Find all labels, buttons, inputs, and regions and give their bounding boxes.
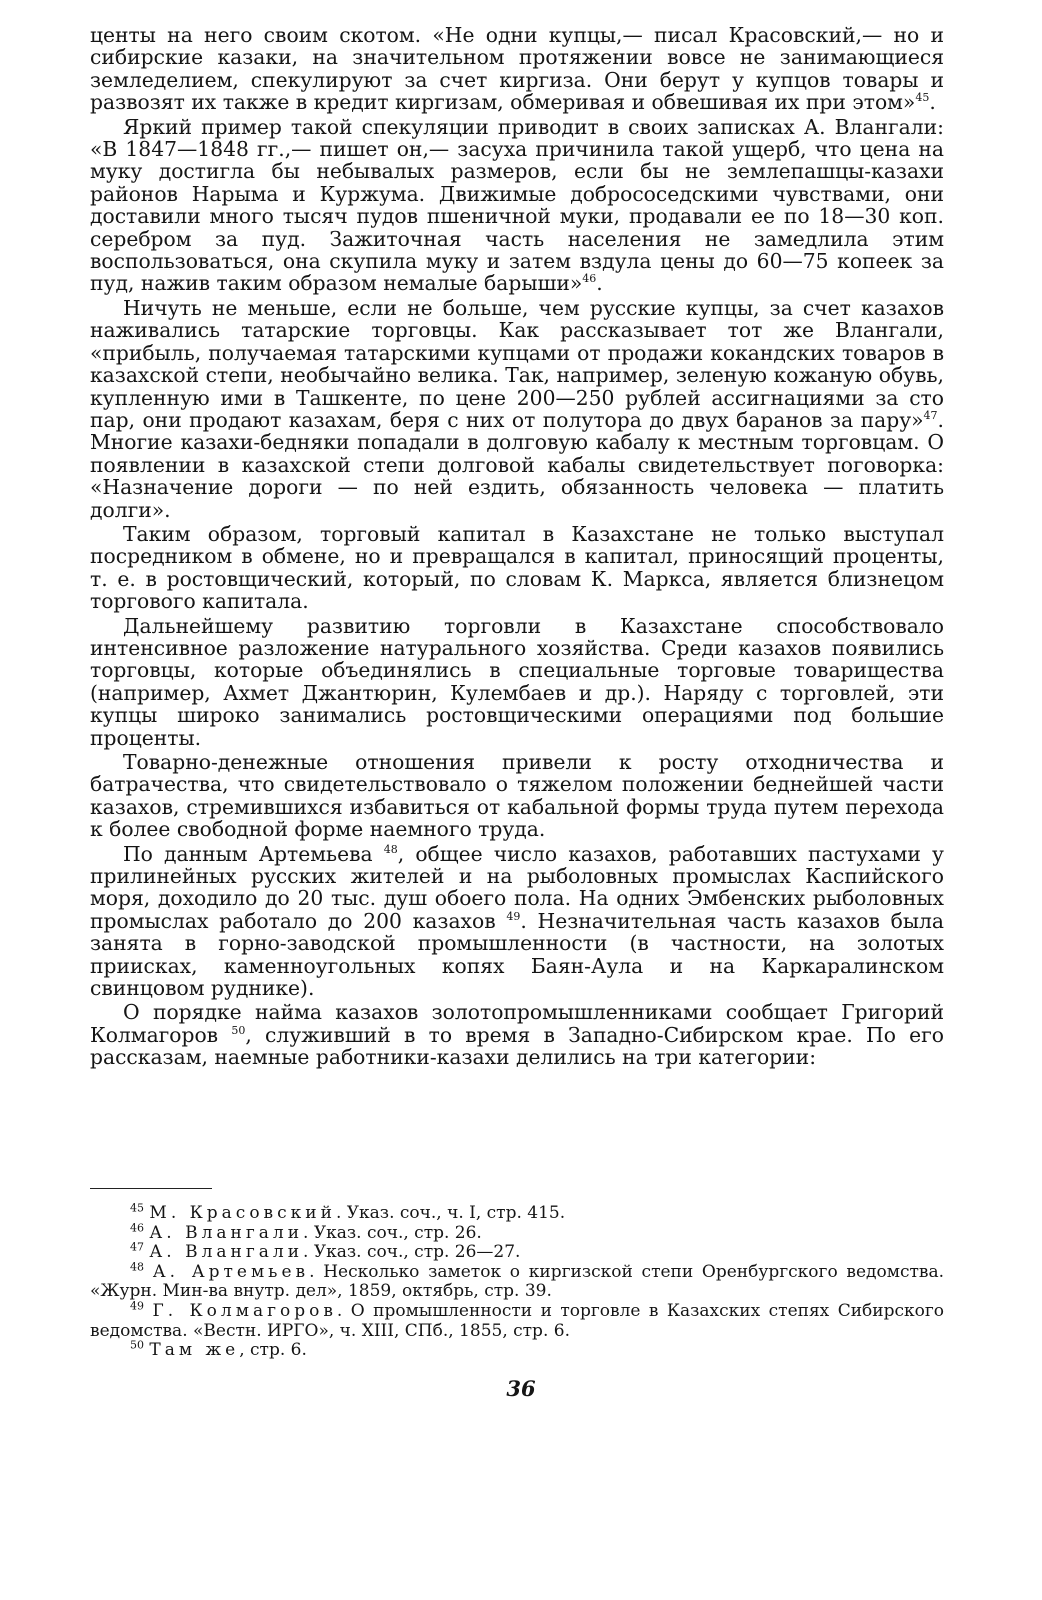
footnote-number: 45: [130, 1201, 144, 1215]
footnote-reference: 45: [915, 91, 930, 105]
footnote-reference: 49: [506, 910, 521, 924]
footnote-number: 47: [130, 1240, 144, 1254]
footnote-author: Г. Колмагоров: [152, 1300, 337, 1321]
text-run: Дальнейшему развитию торговли в Казахстане способствовало интенсивное разложение натурального хозяйства. Среди казахов появились торговцы, которые объединялись в специальные торговые товарищества (например, Ахмет Джантюрин, Кулембаев и др.). Наряду с торговлей, эти купцы широко занимались ростовщическими операциями под большие проценты.: [90, 613, 944, 750]
text-run: , служивший в то время в Западно-Сибирском крае. По его рассказам, наемные работники-казахи делились на три категории:: [90, 1022, 944, 1070]
footnote: [90, 1338, 944, 1361]
paragraph: [90, 24, 944, 114]
footnote-text: , стр. 6.: [239, 1340, 307, 1361]
footnote-number: 49: [130, 1299, 144, 1313]
paragraph: [90, 1001, 944, 1068]
text-run: центы на него своим скотом. «Не одни купцы,— писал Красовский,— но и сибирские казаки, на значительном протяжении вовсе не занимающиеся земледелием, спекулируют за счет киргиза. Они берут у купцов товары и развозят их также в кредит киргизам, обмеривая и обвешивая их при этом»: [90, 23, 944, 115]
footnote-reference: 46: [582, 272, 597, 286]
paragraph: [90, 116, 944, 295]
text-run: Товарно-денежные отношения привели к росту отходничества и батрачества, что свидетельствовало о тяжелом положении беднейшей части казахов, стремившихся избавиться от кабальной формы труда путем перехода к более свободной форме наемного труда.: [90, 750, 944, 842]
footnote-text: . Указ. соч., стр. 26.: [303, 1222, 482, 1243]
footnote-number: 50: [130, 1338, 144, 1352]
footnote-reference: 47: [923, 409, 938, 423]
text-run: . Незначительная часть казахов была занята в горно-заводской промышленности (в частности, на золотых приисках, каменноугольных копях Баян-Аула и на Каркаралинском свинцовом руднике).: [90, 908, 944, 1001]
footnotes: [90, 1201, 945, 1361]
text-run: По данным Артемьева: [123, 841, 384, 866]
text-run: Яркий пример такой спекуляции приводит в своих записках А. Влангали: «В 1847—1848 гг.,— пишет он,— засуха причинила такой ущерб, что цена на муку достигла бы небывалых размеров, если бы не землепашцы-казахи районов Нарыма и Куржума. Движимые добрососедскими чувствами, они доставили много тысяч пудов пшеничной муки, продавали ее по 18—30 коп. серебром за пуд. Зажиточная часть населения не замедлила этим воспользоваться, она скупила муку и затем вздула цены до 60—75 копеек за пуд, нажив таким образом немалые барыши»: [90, 114, 944, 296]
text-run: . Многие казахи-бедняки попадали в долговую кабалу к местным торговцам. О появлении в казахской степи долговой кабалы свидетельствует поговорка: «Назначение дороги — по ней ездить, обязанность человека — платить долги».: [90, 407, 944, 522]
text-run: Ничуть не меньше, если не больше, чем русские купцы, за счет казахов наживались татарские торговцы. Как рассказывает тот же Влангали, «прибыль, получаемая татарскими купцами от продажи кокандских товаров в казахской степи, необычайно велика. Так, например, зеленую кожаную обувь, купленную ими в Ташкенте, по цене 200—250 рублей ассигнациями за сто пар, они продают казахам, беря с них от полутора до двух баранов за пару»: [90, 295, 944, 432]
footnote-author: А. Артемьев: [152, 1261, 310, 1282]
text-run: , общее число казахов, работавших пастухами у прилинейных русских жителей и на рыболовных промыслах Каспийского моря, доходило до 20 тыс. душ обоего пола. На одних Эмбенских рыболовных промыслах работало до 200 казахов: [90, 841, 944, 933]
text-run: Таким образом, торговый капитал в Казахстане не только выступал посредником в обмене, но и превращался в капитал, приносящий проценты, т. е. в ростовщический, который, по словам К. Маркса, является близнецом торгового капитала.: [90, 521, 944, 614]
text-run: .: [929, 90, 936, 115]
footnote: [90, 1220, 944, 1244]
footnote-number: 46: [130, 1220, 144, 1234]
footnote-author: М. Красовский: [149, 1203, 336, 1223]
body-text: [90, 24, 944, 1071]
footnote-text: . Указ. соч., ч. I, стр. 415.: [335, 1203, 566, 1223]
paragraph: [90, 523, 944, 613]
footnote: [90, 1260, 944, 1302]
paragraph: [90, 751, 944, 841]
footnote: [90, 1299, 945, 1341]
footnote-author: А. Влангали: [149, 1242, 304, 1263]
footnote-reference: 48: [383, 842, 398, 856]
text-run: .: [596, 271, 603, 296]
footnote-author: Там же: [149, 1340, 240, 1361]
footnote: [90, 1240, 944, 1263]
paragraph: [90, 843, 944, 1000]
footnote-text: . Указ. соч., стр. 26—27.: [303, 1242, 521, 1263]
footnote-separator: [90, 1188, 212, 1189]
paragraph: [90, 297, 944, 521]
footnote-number: 48: [130, 1260, 144, 1274]
footnote-text: . О промышленности и торговле в Казахских степях Сибирского ведомства. «Вестн. ИРГО», ч. XIII, СПб., 1855, стр. 6.: [90, 1300, 945, 1341]
footnote-reference: 50: [231, 1024, 246, 1038]
footnote: [90, 1201, 944, 1224]
text-run: О порядке найма казахов золотопромышленниками сообщает Григорий Колмагоров: [90, 1000, 944, 1047]
footnote-text: . Несколько заметок о киргизской степи Оренбургского ведомства. «Журн. Мин-ва внутр. дел», 1859, октябрь, стр. 39.: [90, 1261, 944, 1302]
paragraph: [90, 615, 944, 749]
page-number: 36: [506, 1376, 536, 1401]
footnote-author: А. Влангали: [149, 1222, 304, 1243]
